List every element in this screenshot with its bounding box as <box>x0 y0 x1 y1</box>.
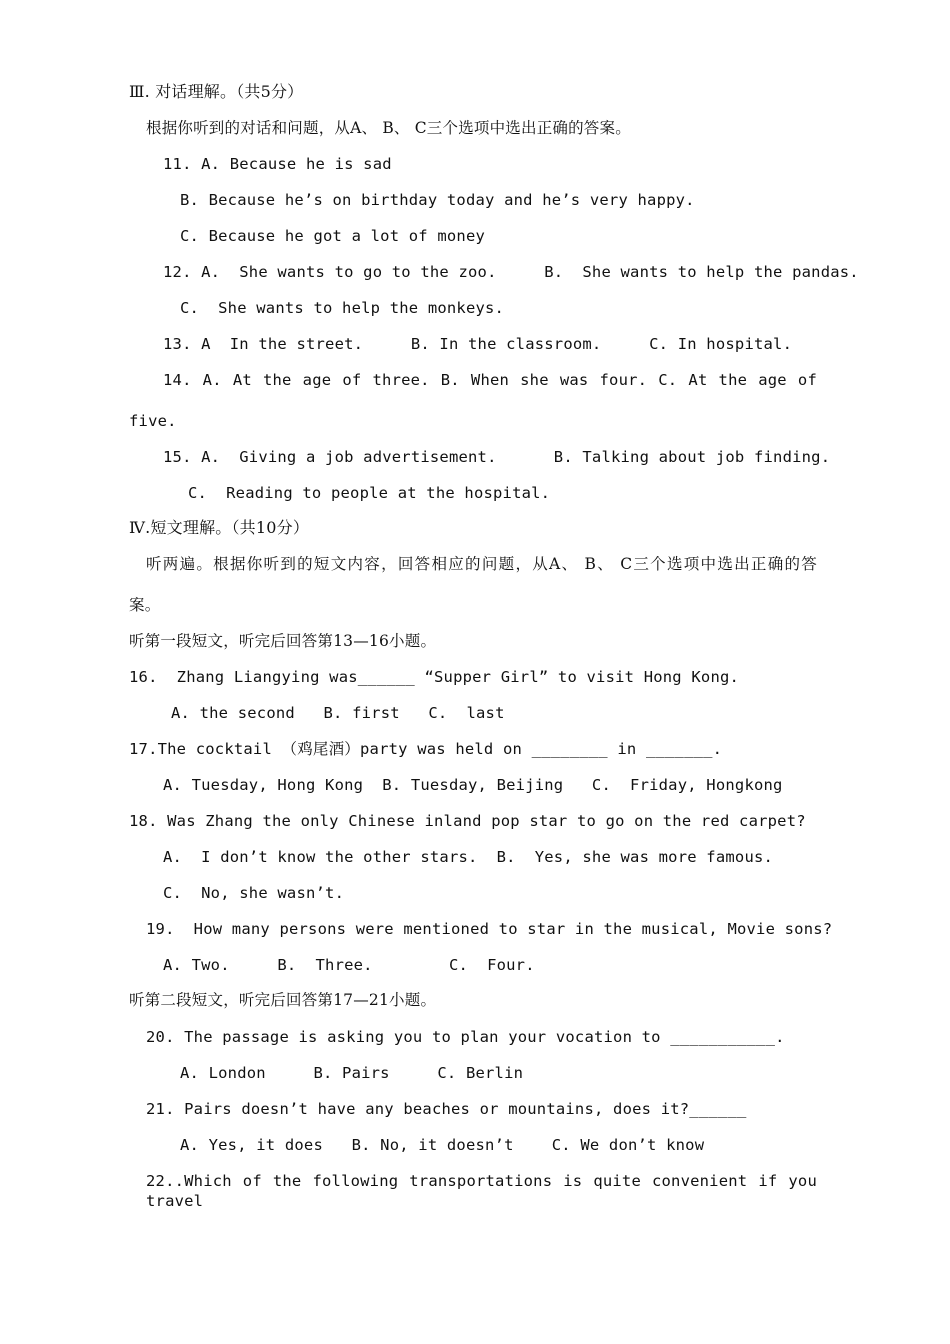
q19-stem: 19. How many persons were mentioned to star in the musical, Movie sons? <box>146 920 833 938</box>
q14-options: 14. A. At the age of three. B. When she was four. C. At the age of <box>163 371 817 389</box>
q11-option-a: 11. A. Because he is sad <box>163 155 392 173</box>
section-4-instruction: 听两遍。根据你听到的短文内容，回答相应的问题，从A、 B、 C三个选项中选出正确的答 <box>146 555 817 573</box>
q20-stem: 20. The passage is asking you to plan your vocation to ___________. <box>146 1028 785 1046</box>
q11-option-b: B. Because he’s on birthday today and he’s very happy. <box>180 191 695 209</box>
q16-stem: 16. Zhang Liangying was______ “Supper Girl” to visit Hong Kong. <box>129 668 740 686</box>
q18-option-c: C. No, she wasn’t. <box>163 884 345 902</box>
q12-options-ab: 12. A. She wants to go to the zoo. B. She wants to help the pandas. <box>163 263 859 281</box>
section-3-title: Ⅲ. 对话理解。（共5分） <box>129 82 304 101</box>
section-3-instruction: 根据你听到的对话和问题，从A、 B、 C三个选项中选出正确的答案。 <box>146 119 631 137</box>
q22-stem: 22..Which of the following transportations is quite convenient if you travel <box>146 1172 817 1210</box>
q14-continuation: five. <box>129 412 177 430</box>
passage-2-header: 听第二段短文，听完后回答第17—21小题。 <box>129 991 437 1009</box>
q15-option-c: C. Reading to people at the hospital. <box>188 484 551 502</box>
q16-options: A. the second B. first C. last <box>171 704 505 722</box>
q21-stem: 21. Pairs doesn’t have any beaches or mountains, does it?______ <box>146 1100 747 1118</box>
q20-options: A. London B. Pairs C. Berlin <box>180 1064 524 1082</box>
q19-options: A. Two. B. Three. C. Four. <box>163 956 535 974</box>
q21-options: A. Yes, it does B. No, it doesn’t C. We don’t know <box>180 1136 705 1154</box>
q12-option-c: C. She wants to help the monkeys. <box>180 299 505 317</box>
q13-options: 13. A In the street. B. In the classroom. C. In hospital. <box>163 335 793 353</box>
q17-options: A. Tuesday, Hong Kong B. Tuesday, Beijing C. Friday, Hongkong <box>163 776 783 794</box>
q18-options-ab: A. I don’t know the other stars. B. Yes, she was more famous. <box>163 848 774 866</box>
q18-stem: 18. Was Zhang the only Chinese inland pop star to go on the red carpet? <box>129 812 806 830</box>
q11-option-c: C. Because he got a lot of money <box>180 227 486 245</box>
q17-stem: 17.The cocktail （鸡尾酒）party was held on ________ in _______. <box>129 740 723 758</box>
section-4-instruction-continued: 案。 <box>129 596 161 614</box>
q15-options-ab: 15. A. Giving a job advertisement. B. Talking about job finding. <box>163 448 831 466</box>
section-4-title: Ⅳ.短文理解。（共10分） <box>129 518 310 537</box>
passage-1-header: 听第一段短文，听完后回答第13—16小题。 <box>129 632 437 650</box>
